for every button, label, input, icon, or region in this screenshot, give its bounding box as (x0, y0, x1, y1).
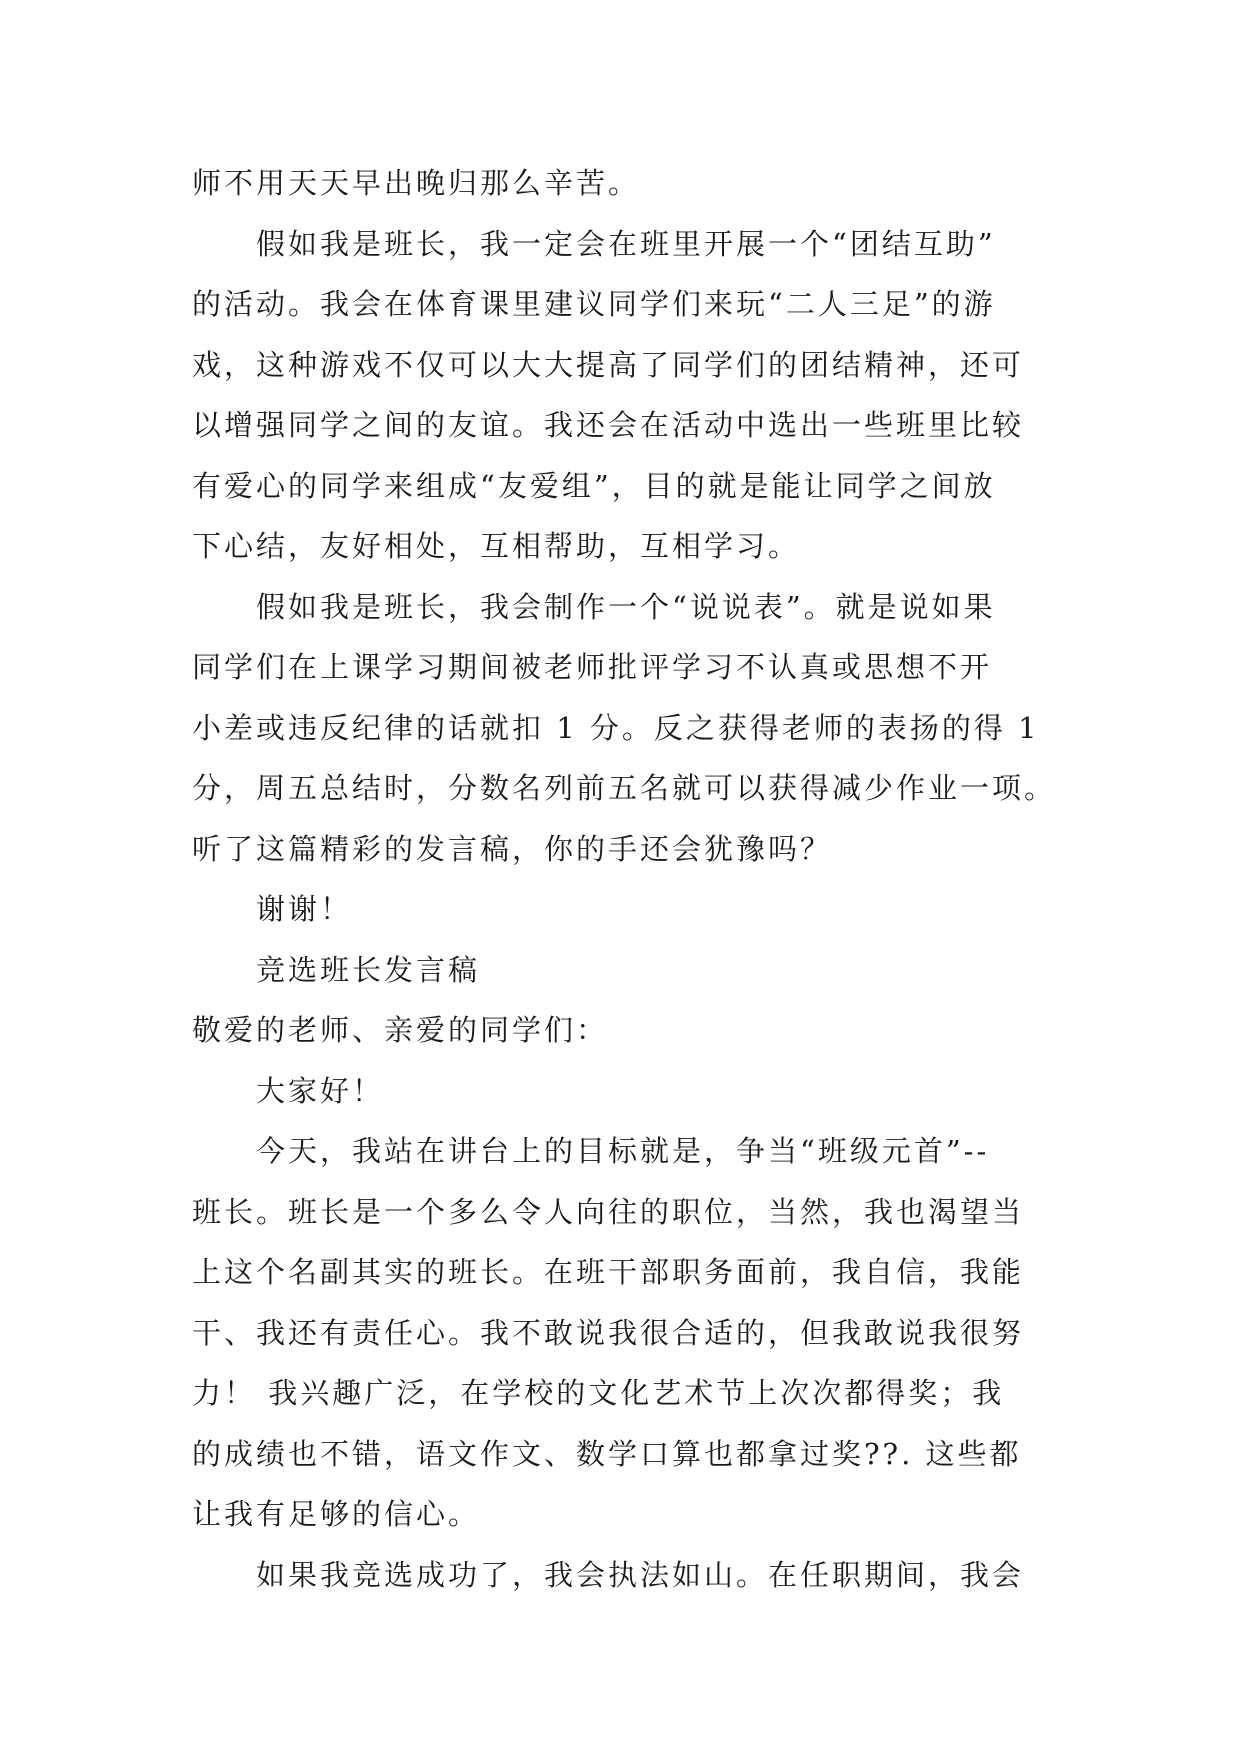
text-line: 有爱心的同学来组成“友爱组”，目的就是能让同学之间放 (192, 468, 996, 503)
text-line: 听了这篇精彩的发言稿，你的手还会犹豫吗？ (192, 831, 833, 866)
salutation-line: 敬爱的老师、亲爱的同学们： (192, 1013, 609, 1047)
text-line: 干、我还有责任心。我不敢说我很合适的，但我敢说我很努 (192, 1315, 1025, 1350)
text-line: 同学们在上课学习期间被老师批评学习不认真或思想不开 (192, 650, 993, 684)
paragraph-start-line: 假如我是班长，我一定会在班里开展一个“团结互助” (256, 226, 996, 261)
document-body (192, 153, 1057, 1605)
text-line: 师不用天天早出晚归那么辛苦。 (192, 166, 641, 200)
text-line: 小差或违反纪律的话就扣 1 分。反之获得老师的表扬的得 1 (192, 710, 1040, 745)
text-line: 的活动。我会在体育课里建议同学们来玩“二人三足”的游 (192, 287, 996, 321)
greeting-line: 大家好！ (256, 1073, 385, 1108)
closing-line: 谢谢！ (256, 892, 353, 926)
paragraph-start-line: 如果我竞选成功了，我会执法如山。在任职期间，我会 (256, 1557, 1025, 1592)
paragraph-start-line: 假如我是班长，我会制作一个“说说表”。就是说如果 (256, 589, 996, 624)
text-line: 上这个名副其实的班长。在班干部职务面前，我自信，我能 (192, 1255, 1025, 1289)
paragraph-start-line: 今天，我站在讲台上的目标就是，争当“班级元首”-- (256, 1134, 990, 1168)
text-line: 的成绩也不错，语文作文、数学口算也都拿过奖??. 这些都 (192, 1436, 1022, 1471)
text-line: 以增强同学之间的友谊。我还会在活动中选出一些班里比较 (192, 408, 1025, 442)
text-line: 分，周五总结时，分数名列前五名就可以获得减少作业一项。 (192, 771, 1057, 805)
section-title: 竞选班长发言稿 (256, 952, 481, 987)
text-line: 力！ 我兴趣广泛，在学校的文化艺术节上次次都得奖；我 (192, 1376, 1005, 1410)
text-line: 让我有足够的信心。 (192, 1497, 481, 1531)
text-line: 下心结，友好相处，互相帮助，互相学习。 (192, 529, 801, 563)
text-line: 班长。班长是一个多么令人向往的职位，当然，我也渴望当 (192, 1194, 1025, 1229)
text-line: 戏，这种游戏不仅可以大大提高了同学们的团结精神，还可 (192, 347, 1025, 382)
